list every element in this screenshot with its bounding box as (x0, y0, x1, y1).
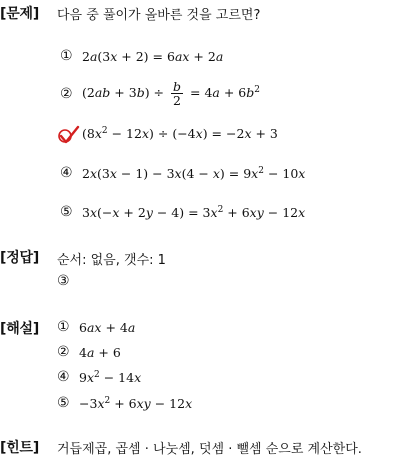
hint-text: 거듭제곱, 곱셈 · 나눗셈, 덧셈 · 뺄셈 순으로 계산한다. (57, 442, 362, 457)
option-2-expression: (2ab + 3b) ÷ $\frac{b}{2}$ = $4a + 6b^2$ (82, 79, 260, 109)
option-1-expression: 2a(3x + 2) = 6ax + 2a (82, 48, 224, 64)
option-5 (60, 204, 305, 220)
fraction-b-over-2: $\frac{b}{2}$ (173, 79, 182, 109)
solution-4-number: ④ (57, 369, 70, 385)
option-5-number: ⑤ (60, 204, 73, 220)
option-4-number: ④ (60, 165, 73, 181)
solution-2-number: ② (57, 344, 70, 360)
solution-5 (57, 395, 192, 411)
option-5-expression: $3x(-x + 2y - 4) = 3x^2 + 6xy - 12x$ (82, 204, 306, 220)
solution-1-number: ① (57, 319, 70, 335)
solution-2-expression: 4a + 6 (79, 344, 121, 360)
solution-5-number: ⑤ (57, 395, 70, 411)
solution-1-expression: 6ax + 4a (79, 319, 136, 335)
question-text: 다음 중 풀이가 올바른 것을 고르면? (57, 8, 261, 23)
option-2-number: ② (60, 85, 73, 102)
option-1 (60, 48, 223, 64)
option-4 (60, 165, 305, 181)
solution-2 (57, 344, 121, 360)
option-3 (60, 126, 278, 141)
solution-1 (57, 319, 135, 335)
solution-4-expression: $9x^2 - 14x$ (79, 369, 142, 385)
option-1-number: ① (60, 48, 73, 64)
solution-4 (57, 369, 141, 385)
explanation-label: [해설] (0, 321, 40, 337)
answer-order-count: 순서: 없음, 갯수: 1 (57, 253, 166, 268)
problem-label: [문제] (0, 6, 40, 22)
option-3-expression: $(8x^2 - 12x) \div (-4x) = -2x + 3$ (82, 126, 278, 141)
solution-5-expression: $-3x^2 + 6xy - 12x$ (79, 395, 193, 411)
option-4-expression: $2x(3x - 1) - 3x(4 - x) = 9x^2 - 10x$ (82, 165, 306, 181)
option-2 (60, 80, 260, 107)
answer-label: [정답] (0, 250, 40, 266)
answer-choice: ③ (57, 273, 70, 289)
hint-label: [힌트] (0, 440, 40, 456)
